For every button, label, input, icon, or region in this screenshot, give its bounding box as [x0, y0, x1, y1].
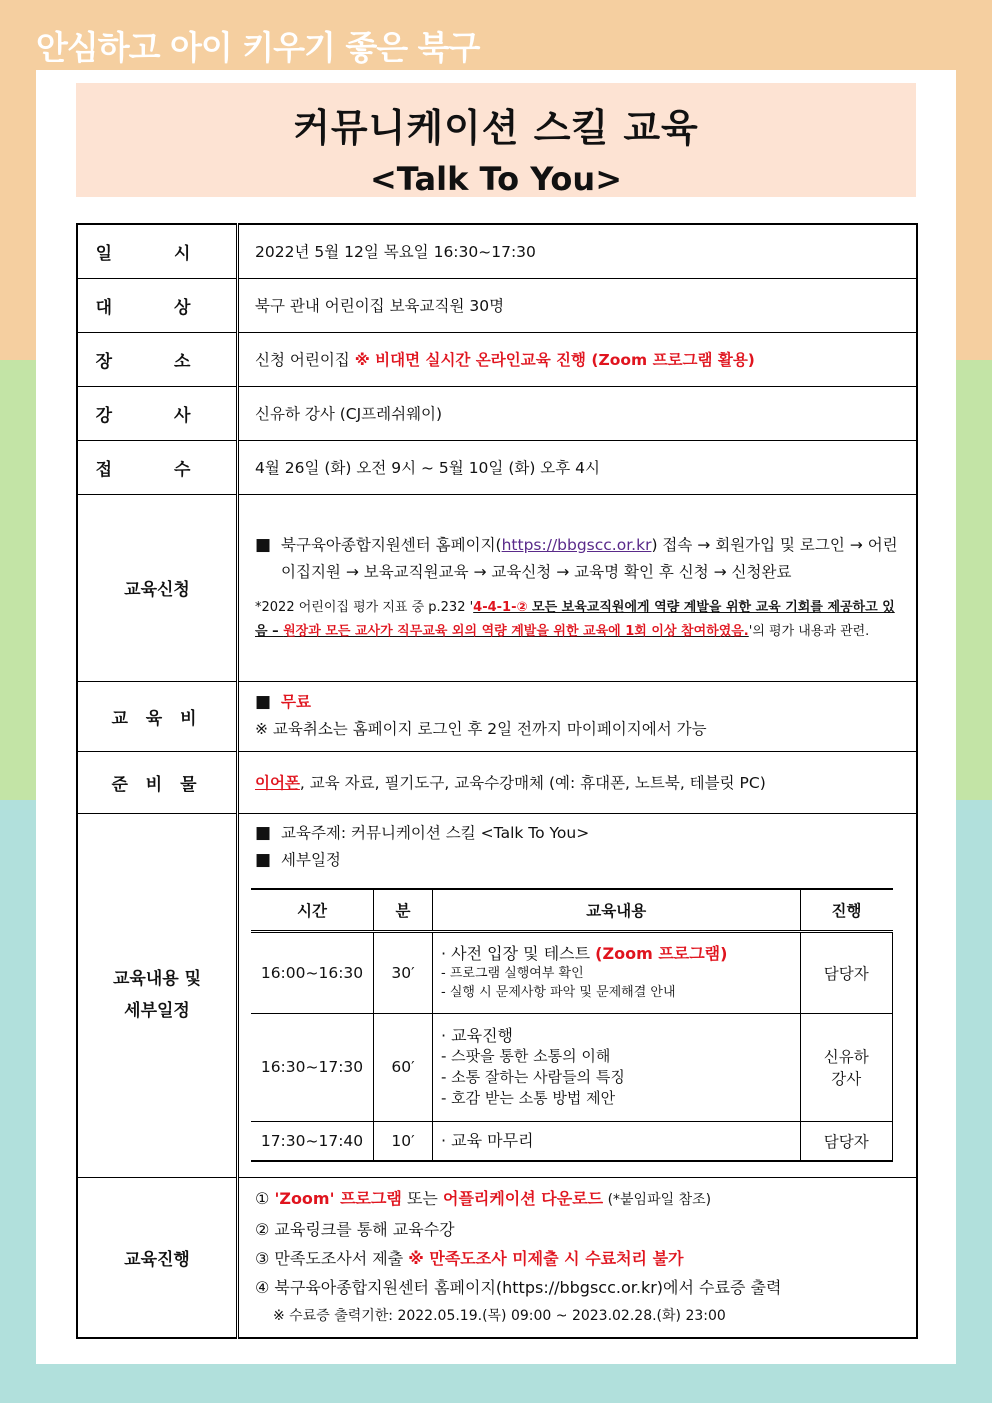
- header-min: 분: [374, 889, 433, 932]
- value-date: 2022년 5월 12일 목요일 16:30~17:30: [238, 224, 918, 278]
- step1-tail: (*붙임파일 참조): [603, 1191, 712, 1208]
- session-host: 담당자: [800, 931, 893, 1013]
- note-mid: 모든 보육교직원에게 역량 계발을 위한 교육 기회를 제공하고 있음 –: [255, 599, 895, 639]
- page-title: 커뮤니케이션 스킬 교육: [293, 106, 699, 150]
- step1-red1: 'Zoom' 프로그램: [274, 1188, 402, 1208]
- schedule-header-row: [251, 889, 893, 932]
- row-place: [77, 332, 917, 386]
- session-min: 30′: [374, 931, 433, 1013]
- progress-step-2: ② 교육링크를 통해 교육수강: [255, 1219, 455, 1239]
- fee-line: [255, 689, 904, 716]
- label-target: 대 상: [77, 278, 238, 332]
- label-progress: 교육진행: [77, 1177, 238, 1338]
- page-subtitle: <Talk To You>: [369, 160, 622, 198]
- row-prep: [77, 751, 917, 813]
- session-host: 담당자: [800, 1121, 893, 1161]
- value-prep: [238, 751, 918, 813]
- step1-num: ①: [255, 1188, 270, 1208]
- session-main-red: (Zoom 프로그램): [595, 943, 728, 963]
- label-content: [77, 813, 238, 1177]
- place-note: ※ 비대면 실시간 온라인교육 진행 (Zoom 프로그램 활용): [354, 351, 755, 369]
- table-row: [251, 931, 893, 1013]
- session-host-line1: 신유하: [823, 1048, 869, 1067]
- step3-num: ③ 만족도조사서 제출: [255, 1248, 409, 1268]
- table-row: [251, 1013, 893, 1121]
- schedule-table: [251, 888, 893, 1163]
- label-content-line2: 세부일정: [124, 1001, 190, 1021]
- apply-text-before: 북구육아종합지원센터 홈페이지(: [281, 535, 502, 554]
- label-lecturer: 강 사: [77, 386, 238, 440]
- row-progress: [77, 1177, 917, 1338]
- session-host-line2: 강사: [831, 1070, 862, 1089]
- header-host: 진행: [800, 889, 893, 932]
- value-progress: [238, 1177, 918, 1338]
- session-main-line: [441, 944, 792, 964]
- apply-steps: [255, 532, 904, 586]
- fee-value: 무료: [281, 693, 311, 711]
- title-box: [76, 83, 916, 197]
- session-sub: - 스팟을 통한 소통의 이해: [441, 1046, 611, 1065]
- header-content: 교육내용: [433, 889, 801, 932]
- label-fee: 교 육 비: [77, 681, 238, 751]
- value-fee: [238, 681, 918, 751]
- apply-text-after: ) 접속 → 회원가입 및 로그인 → 어린이집지원 → 보육교직원교육 → 교육신청 → 교육명 확인 후 신청 → 신청완료: [281, 535, 898, 581]
- label-apply: 교육신청: [77, 494, 238, 681]
- square-bullet-icon: ■: [255, 534, 272, 555]
- label-place: 장 소: [77, 332, 238, 386]
- value-reception: 4월 26일 (화) 오전 9시 ~ 5월 10일 (화) 오후 4시: [238, 440, 918, 494]
- value-place: [238, 332, 918, 386]
- label-date: 일 시: [77, 224, 238, 278]
- session-time: 16:30~17:30: [251, 1013, 374, 1121]
- apply-text: [281, 532, 904, 586]
- session-time: 16:00~16:30: [251, 931, 374, 1013]
- prep-highlight: 이어폰: [255, 774, 300, 792]
- schedule-title: 세부일정: [281, 850, 341, 869]
- info-table: [76, 223, 918, 1339]
- progress-step-1: [255, 1184, 904, 1215]
- note-red2: 원장과 모든 교사가 직무교육 외의 역량 계발을 위한 교육에 1회 이상 참여하였음.: [283, 623, 749, 639]
- place-text: 신청 어린이집: [255, 351, 350, 369]
- session-main: · 교육진행: [441, 1025, 513, 1045]
- label-prep: 준 비 물: [77, 751, 238, 813]
- session-sub: - 호감 받는 소통 방법 제안: [441, 1088, 616, 1107]
- topic-line: [251, 820, 904, 847]
- prep-rest: , 교육 자료, 필기도구, 교육수강매체 (예: 휴대폰, 노트북, 테블릿 PC): [299, 774, 766, 792]
- session-time: 17:30~17:40: [251, 1121, 374, 1161]
- label-reception: 접 수: [77, 440, 238, 494]
- header-time: 시간: [251, 889, 374, 932]
- square-bullet-icon: ■: [255, 822, 272, 843]
- table-row: [251, 1121, 893, 1161]
- row-date: [77, 224, 917, 278]
- session-sub: - 프로그램 실행여부 확인: [441, 965, 584, 981]
- step3-red: ※ 만족도조사 미제출 시 수료처리 불가: [408, 1248, 684, 1268]
- label-content-line1: 교육내용 및: [112, 969, 202, 989]
- row-content: [77, 813, 917, 1177]
- row-apply: [77, 494, 917, 681]
- note-red: 4-4-1-②: [473, 599, 528, 615]
- row-target: [77, 278, 917, 332]
- row-reception: [77, 440, 917, 494]
- note-suffix: '의 평가 내용과 관련.: [748, 623, 870, 639]
- note-prefix: *2022 어린이집 평가 지표 중 p.232 ': [255, 599, 474, 615]
- step1-mid: 또는: [401, 1188, 443, 1208]
- session-sub: - 소통 잘하는 사람들의 특징: [441, 1067, 625, 1086]
- homepage-link[interactable]: https://bbgscc.or.kr: [501, 535, 652, 554]
- value-lecturer: 신유하 강사 (CJ프레쉬웨이): [238, 386, 918, 440]
- progress-step-4: ④ 북구육아종합지원센터 홈페이지(https://bbgscc.or.kr)에서 수료증 출력: [255, 1277, 782, 1297]
- topic-text: 교육주제: 커뮤니케이션 스킬 <Talk To You>: [281, 823, 590, 842]
- session-main: · 사전 입장 및 테스트: [441, 943, 591, 963]
- row-lecturer: [77, 386, 917, 440]
- document-page: [36, 70, 956, 1364]
- apply-note: [255, 596, 904, 644]
- session-min: 10′: [374, 1121, 433, 1161]
- square-bullet-icon: ■: [255, 692, 272, 712]
- session-sub: - 실행 시 문제사항 파악 및 문제해결 안내: [441, 984, 676, 1000]
- schedule-line: [251, 847, 904, 874]
- session-main: · 교육 마무리: [433, 1121, 801, 1161]
- value-content: [238, 813, 918, 1177]
- session-min: 60′: [374, 1013, 433, 1121]
- value-target: 북구 관내 어린이집 보육교직원 30명: [238, 278, 918, 332]
- progress-step-3: [255, 1244, 904, 1273]
- session-content: [433, 931, 801, 1013]
- step1-red2: 어플리케이션 다운로드: [442, 1188, 604, 1208]
- slogan: 안심하고 아이 키우기 좋은 북구: [36, 28, 480, 67]
- session-host: [800, 1013, 893, 1121]
- session-content: [433, 1013, 801, 1121]
- value-apply: [238, 494, 918, 681]
- progress-note: ※ 수료증 출력기한: 2022.05.19.(목) 09:00 ~ 2023.02.28.(화) 23:00: [273, 1307, 726, 1324]
- square-bullet-icon: ■: [255, 849, 272, 870]
- fee-note: ※ 교육취소는 홈페이지 로그인 후 2일 전까지 마이페이지에서 가능: [255, 720, 707, 738]
- row-fee: [77, 681, 917, 751]
